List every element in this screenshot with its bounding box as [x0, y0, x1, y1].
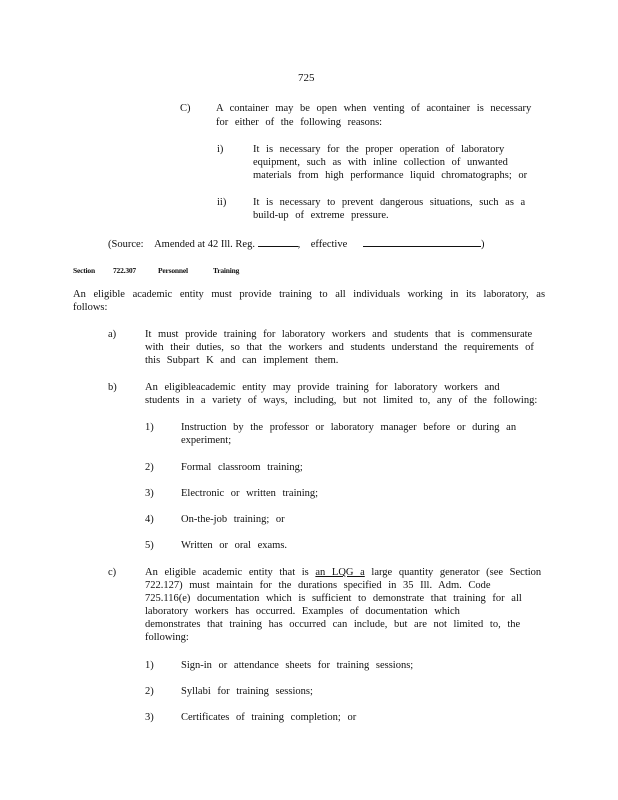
para-b-item-3-marker: 3) — [145, 488, 154, 499]
para-c-item-1-line1: Sign-in or attendance sheets for training sessions; — [181, 660, 414, 671]
source-close: ) — [481, 239, 485, 250]
clause-c-item-i-marker: i) — [217, 144, 224, 155]
para-c-marker: c) — [108, 567, 117, 578]
para-b-item-5-line1: Written or oral exams. — [181, 540, 288, 551]
para-b-line1: An eligibleacademic entity may provide training for laboratory workers and — [145, 382, 500, 393]
source-prefix: (Source: — [108, 239, 144, 250]
para-c-item-2-marker: 2) — [145, 686, 154, 697]
para-b-item-4-line1: On-the-job training; or — [181, 514, 285, 525]
para-c-line1-underlined: an LQG a — [315, 567, 365, 578]
para-c-item-2-line1: Syllabi for training sessions; — [181, 686, 313, 697]
para-a-line1: It must provide training for laboratory workers and students that is commensurate — [145, 329, 533, 340]
reg-blank — [258, 236, 298, 247]
para-b-item-1-line1: Instruction by the professor or laboratory manager before or during an — [181, 422, 517, 433]
para-c-line1-pre: An eligible academic entity that is — [145, 567, 309, 578]
clause-c-item-ii-marker: ii) — [217, 197, 227, 208]
clause-c-item-ii-line1: It is necessary to prevent dangerous situations, such as a — [253, 197, 526, 208]
para-b-marker: b) — [108, 382, 117, 393]
effective-blank — [363, 236, 481, 247]
section-title-personnel: Personnel — [158, 266, 188, 275]
intro-line1: An eligible academic entity must provide training to all individuals working in its laboratory, as — [73, 289, 546, 300]
para-c-item-3-marker: 3) — [145, 712, 154, 723]
para-c-line3: 725.116(e) documentation which is sufficient to demonstrate that training for all — [145, 593, 522, 604]
para-a-marker: a) — [108, 329, 117, 340]
intro-line2: follows: — [73, 302, 108, 313]
section-label: Section — [73, 266, 95, 275]
section-number: 722.307 — [113, 266, 136, 275]
para-c-item-1-marker: 1) — [145, 660, 154, 671]
para-c-item-3-line1: Certificates of training completion; or — [181, 712, 357, 723]
source-effective: effective — [310, 239, 348, 250]
clause-c-marker: C) — [180, 103, 191, 114]
para-c-line4: laboratory workers has occurred. Examples of documentation which — [145, 606, 460, 617]
clause-c-item-i-line2: equipment, such as with inline collection of unwanted — [253, 157, 508, 168]
clause-c-item-i-line3: materials from high performance liquid chromatographs; or — [253, 170, 528, 181]
source-comma: , — [297, 239, 301, 250]
clause-c-item-i-line1: It is necessary for the proper operation of laboratory — [253, 144, 505, 155]
para-b-item-3-line1: Electronic or written training; — [181, 488, 319, 499]
para-c-line5: demonstrates that training has occurred can include, but are not limited to, the — [145, 619, 521, 630]
para-b-item-2-line1: Formal classroom training; — [181, 462, 303, 473]
para-c-line6: following: — [145, 632, 189, 643]
para-c-line2: 722.127) must maintain for the durations specified in 35 Ill. Adm. Code — [145, 580, 491, 591]
source-note — [108, 236, 485, 251]
para-a-line3: this Subpart K and can implement them. — [145, 355, 339, 366]
para-b-item-2-marker: 2) — [145, 462, 154, 473]
para-c-line1-post: large quantity generator (see Section — [371, 567, 542, 578]
para-b-item-5-marker: 5) — [145, 540, 154, 551]
clause-c-line2: for either of the following reasons: — [216, 117, 383, 128]
para-b-item-1-marker: 1) — [145, 422, 154, 433]
para-b-line2: students in a variety of ways, including, but not limited to, any of the following: — [145, 395, 538, 406]
section-title-training: Training — [213, 266, 240, 275]
page-number: 725 — [298, 72, 315, 84]
para-b-item-4-marker: 4) — [145, 514, 154, 525]
para-a-line2: with their duties, so that the workers and students understand the requirements of — [145, 342, 534, 353]
para-c-line1 — [145, 566, 541, 579]
clause-c-item-ii-line2: build-up of extreme pressure. — [253, 210, 389, 221]
para-b-item-1-line2: experiment; — [181, 435, 232, 446]
clause-c-line1: A container may be open when venting of acontainer is necessary — [216, 103, 532, 114]
source-amended: Amended at 42 Ill. Reg. — [154, 239, 255, 250]
